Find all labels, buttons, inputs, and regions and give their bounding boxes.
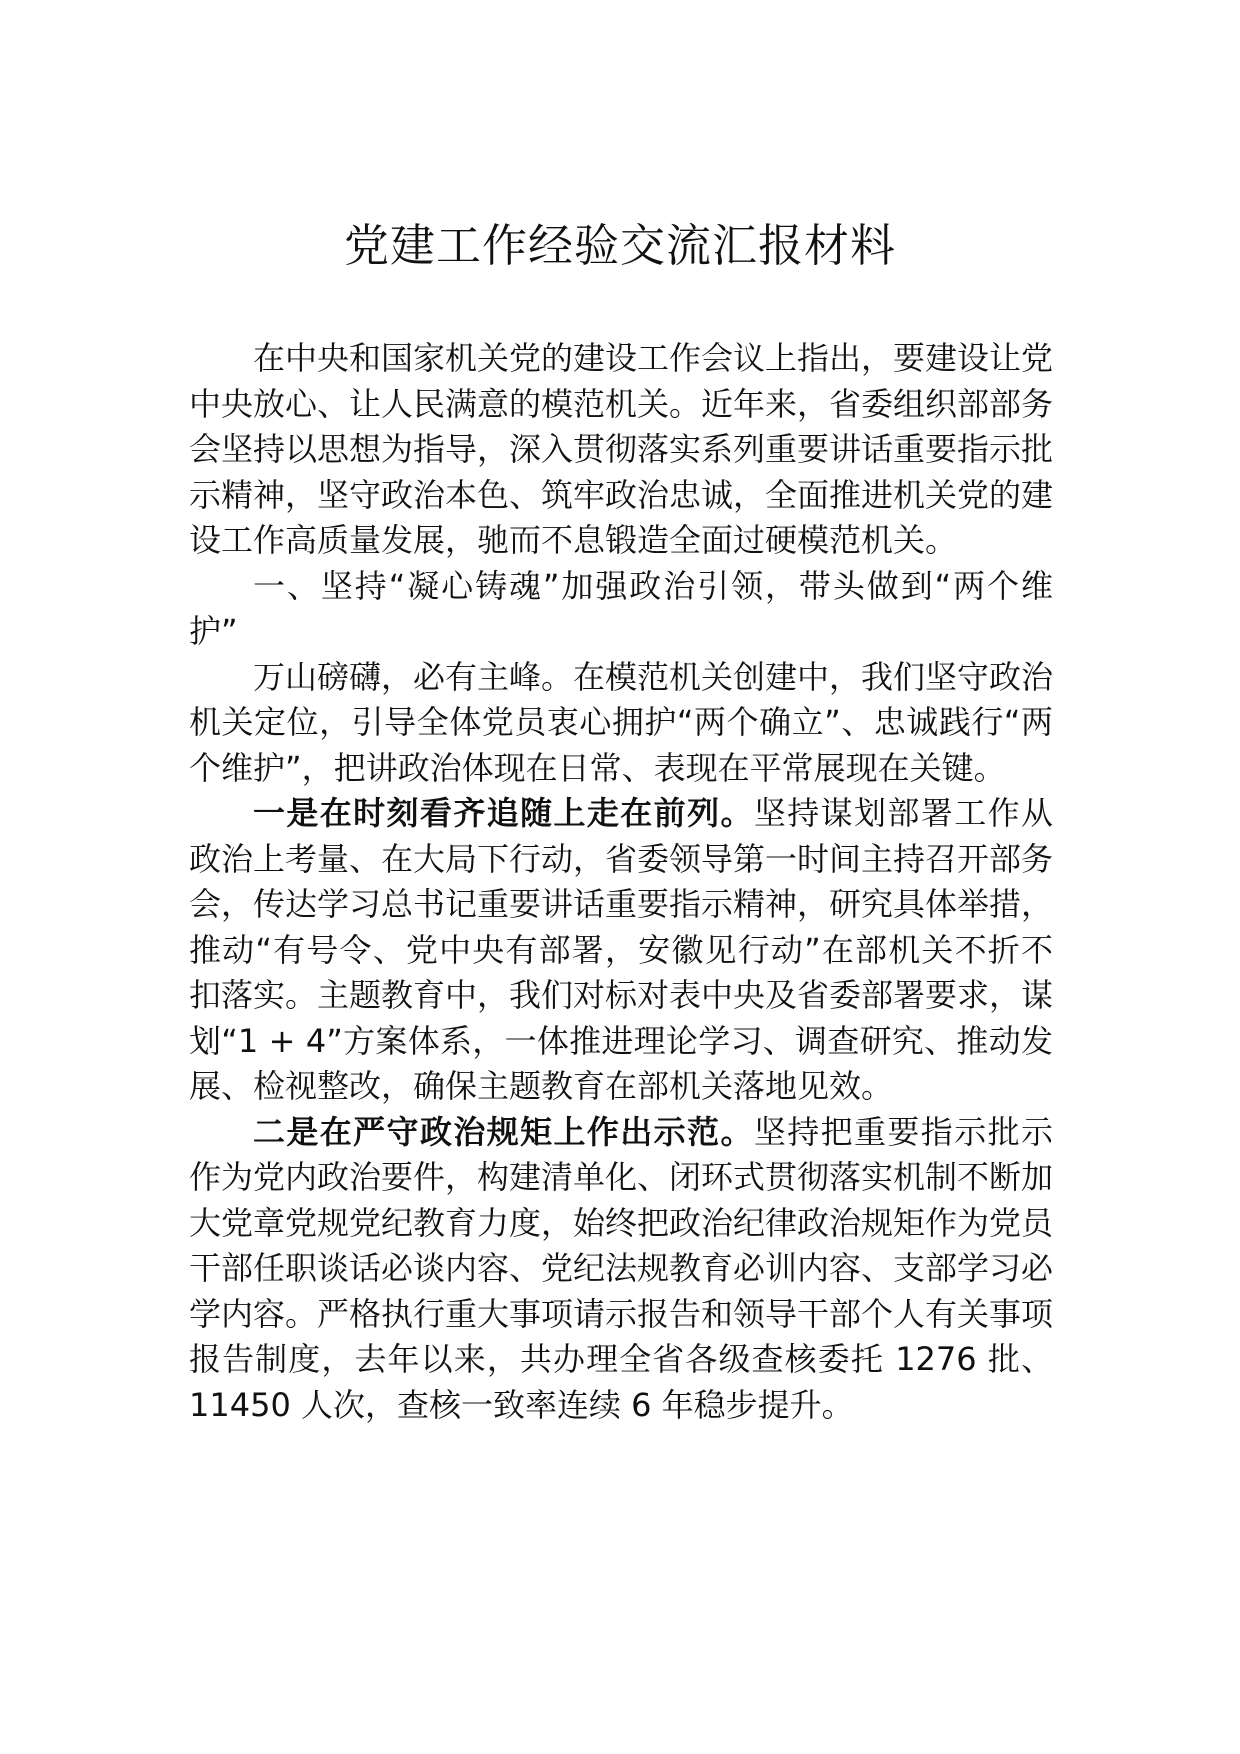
paragraph-intro [189,336,1053,564]
paragraph-point-2 [189,1110,1053,1429]
paragraph-text: 万山磅礴，必有主峰。在模范机关创建中，我们坚守政治机关定位，引导全体党员衷心拥护“两个确立”、忠诚践行“两个维护”，把讲政治体现在日常、表现在平常展现在关键。 [189,657,1054,787]
section-heading-text: 一、坚持“凝心铸魂”加强政治引领，带头做到“两个维护” [189,566,1053,650]
paragraph-text: 坚持把重要指示批示作为党内政治要件，构建清单化、闭环式贯彻落实机制不断加大党章党规党纪教育力度，始终把政治纪律政治规矩作为党员干部任职谈话必谈内容、党纪法规教育必训内容、支部学习必学内容。严格执行重大事项请示报告和领导干部个人有关事项报告制度，去年以来，共办理全省各级查核委托 1276 批、11450 人次，查核一致率连续 6 年稳步提升。 [189,1112,1054,1424]
document-title: 党建工作经验交流汇报材料 [343,219,896,272]
paragraph-text: 坚持谋划部署工作从政治上考量、在大局下行动，省委领导第一时间主持召开部务会，传达学习总书记重要讲话重要指示精神，研究具体举措，推动“有号令、党中央有部署，安徽见行动”在部机关不折不扣落实。主题教育中，我们对标对表中央及省委部署要求，谋划“1 + 4”方案体系，一体推进理论学习、调查研究、推动发展、检视整改，确保主题教育在部机关落地见效。 [189,794,1054,1105]
paragraph-lead: 一是在时刻看齐追随上走在前列。 [253,794,754,832]
paragraph-text: 在中央和国家机关党的建设工作会议上指出，要建设让党中央放心、让人民满意的模范机关。近年来，省委组织部部务会坚持以思想为指导，深入贯彻落实系列重要讲话重要指示批示精神，坚守政治本色、筑牢政治忠诚，全面推进机关党的建设工作高质量发展，驰而不息锻造全面过硬模范机关。 [189,339,1054,559]
paragraph-lead: 二是在严守政治规矩上作出示范。 [253,1112,754,1151]
section-heading-1 [189,564,1053,655]
document-body [189,336,1053,1428]
paragraph-point-1 [189,791,1053,1110]
paragraph-section-1-intro [189,655,1053,792]
